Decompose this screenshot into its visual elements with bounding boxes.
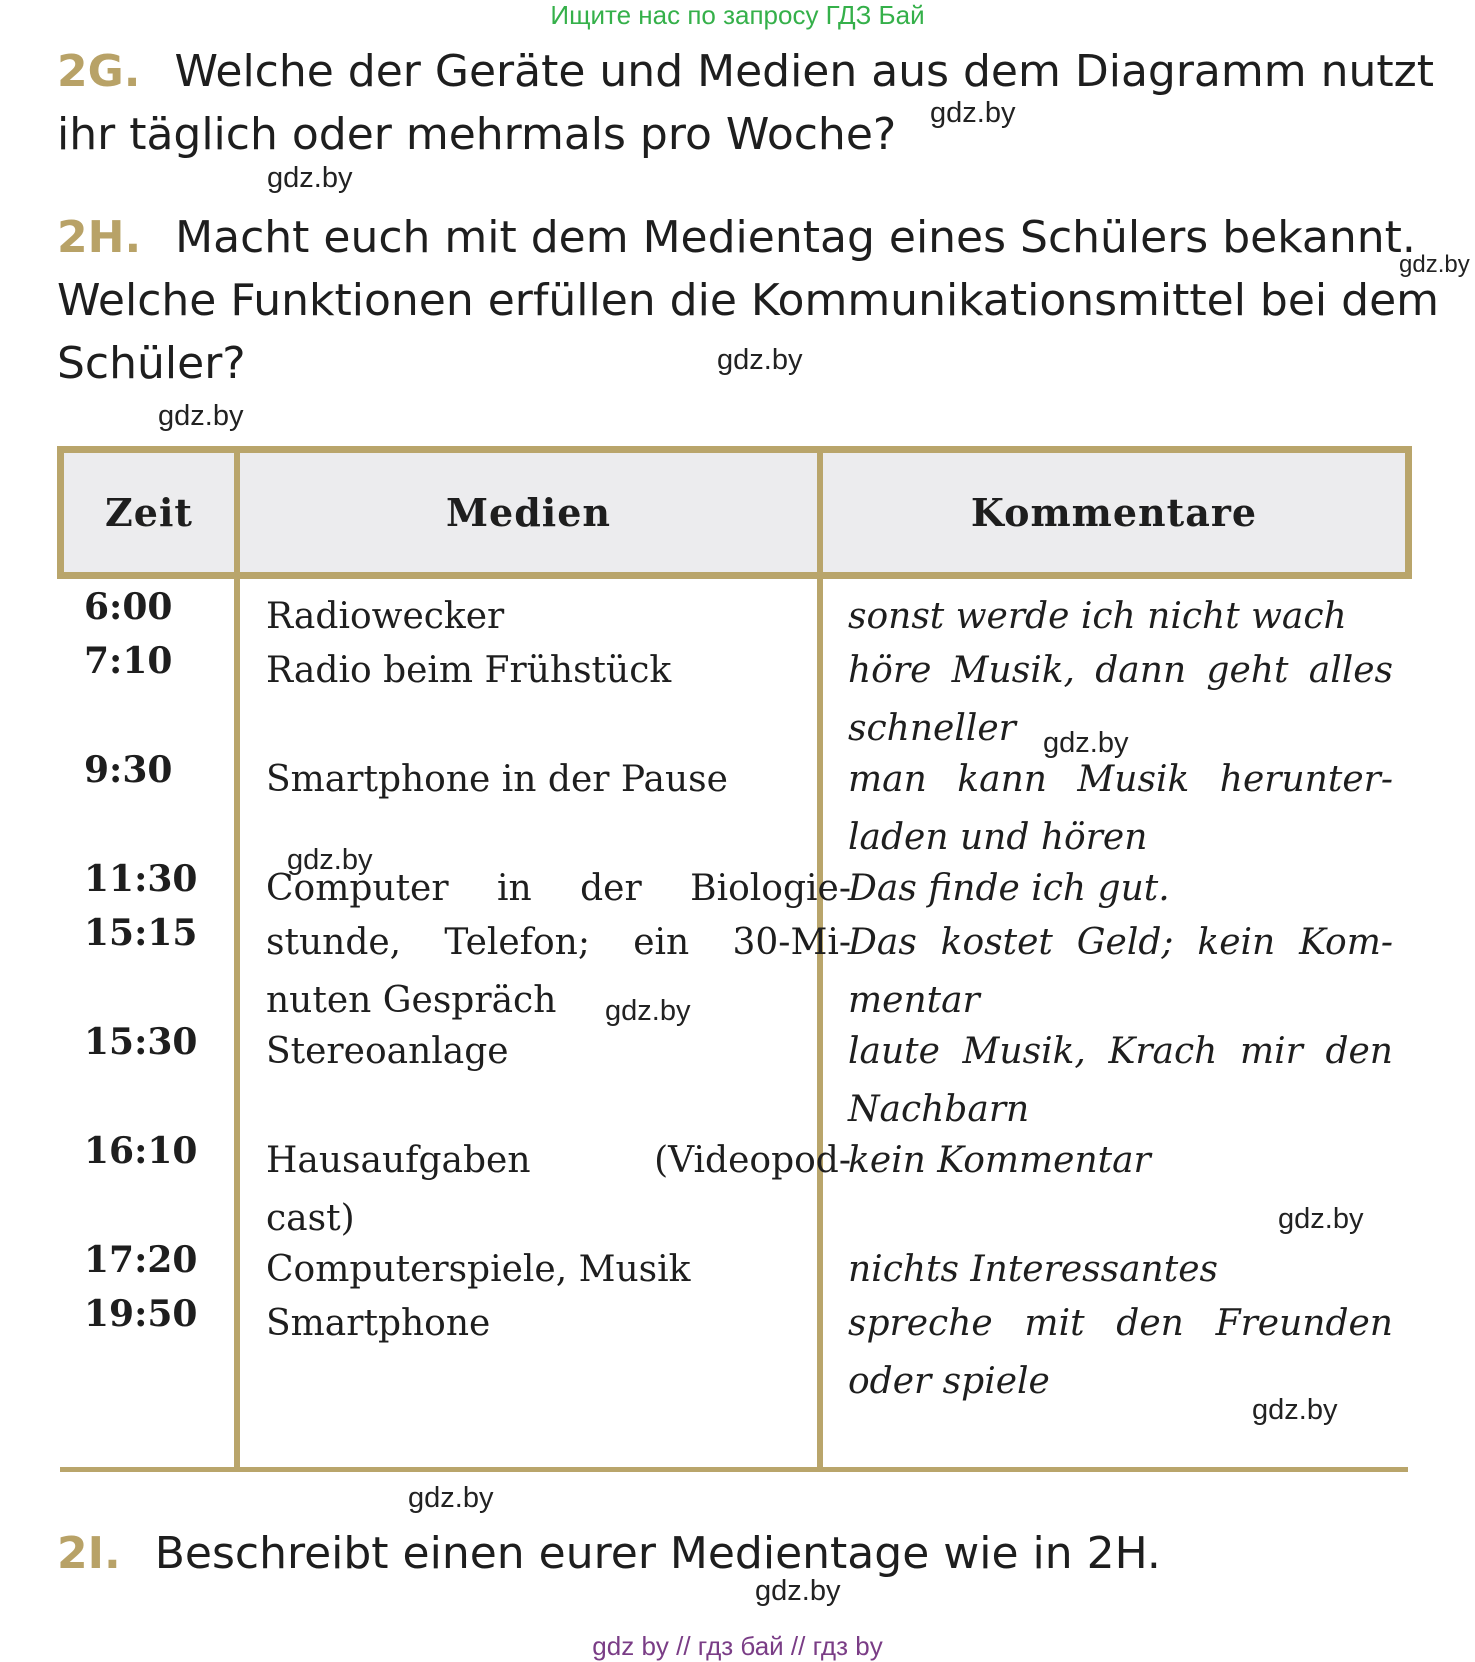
task-2h-line1: 2H. Macht euch mit dem Medientag eines Schülers bekannt. xyxy=(57,206,1447,269)
watermark: gdz.by xyxy=(1252,1394,1338,1426)
header-medien: Medien xyxy=(445,490,612,535)
medien-cell: Smartphone in der Pause xyxy=(266,759,728,800)
time-cell: 16:10 xyxy=(84,1130,198,1172)
medien-cell: Radio beim Frühstück xyxy=(266,650,672,691)
kommentar-cell: spreche mit den Freunden oder spiele xyxy=(848,1303,1393,1402)
watermark: gdz.by xyxy=(605,995,691,1027)
kommentar-cell: nichts Interessantes xyxy=(848,1249,1218,1290)
task-2g-line1: 2G. Welche der Geräte und Medien aus dem Diagramm nutzt xyxy=(57,40,1447,103)
time-cell: 15:30 xyxy=(84,1021,198,1063)
medien-cell: Stereoanlage xyxy=(266,1031,509,1072)
time-cell: 17:20 xyxy=(84,1239,198,1281)
watermark: gdz.by xyxy=(267,162,353,194)
time-cell: 19:50 xyxy=(84,1293,198,1335)
table-bottom-line xyxy=(60,1467,1408,1472)
watermark: gdz.by xyxy=(158,400,244,432)
top-banner[interactable]: Ищите нас по запросу ГДЗ Бай xyxy=(550,0,925,30)
medien-cell: Radiowecker xyxy=(266,596,505,637)
task-2h-line3: Schüler? xyxy=(57,338,246,389)
watermark: gdz.by xyxy=(717,344,803,376)
watermark: gdz.by xyxy=(930,97,1016,129)
task-2g-number: 2G. xyxy=(57,46,141,97)
time-cell: 15:15 xyxy=(84,912,198,954)
time-cell: 11:30 xyxy=(84,858,198,900)
kommentar-cell: man kann Musik herunter- laden und hören xyxy=(848,759,1393,858)
task-2g-line2: ihr täglich oder mehrmals pro Woche? xyxy=(57,109,897,160)
kommentar-cell: kein Kommentar xyxy=(848,1140,1151,1181)
watermark: gdz.by xyxy=(1043,727,1129,759)
medien-cell: Computer in der Biologie- xyxy=(266,868,851,909)
header-kommentare: Kommentare xyxy=(970,490,1258,535)
watermark: gdz.by xyxy=(1399,251,1470,278)
task-2h-number: 2H. xyxy=(57,212,142,263)
kommentar-cell: höre Musik, dann geht alles schneller xyxy=(848,650,1393,749)
time-cell: 6:00 xyxy=(84,586,173,628)
task-2i-text: Beschreibt einen eurer Medientage wie in 2H. xyxy=(154,1528,1161,1579)
watermark: gdz.by xyxy=(755,1575,841,1607)
kommentar-cell: laute Musik, Krach mir den Nachbarn xyxy=(848,1031,1393,1130)
column-divider-1 xyxy=(234,446,240,1469)
kommentar-cell: Das kostet Geld; kein Kom- mentar xyxy=(848,922,1393,1021)
task-2i-number: 2I. xyxy=(57,1528,121,1579)
medien-cell: Computerspiele, Musik xyxy=(266,1249,691,1290)
header-zeit: Zeit xyxy=(105,490,193,535)
watermark: gdz.by xyxy=(408,1482,494,1514)
media-day-table xyxy=(57,446,1412,1480)
task-2i xyxy=(57,1522,1447,1585)
watermark: gdz.by xyxy=(1278,1203,1364,1235)
task-2h-line2: Welche Funktionen erfüllen die Kommunikationsmittel bei dem xyxy=(57,275,1440,326)
kommentar-cell: sonst werde ich nicht wach xyxy=(848,596,1347,637)
footer-links[interactable]: gdz by // гдз бай // гдз by xyxy=(592,1631,883,1661)
time-cell: 9:30 xyxy=(84,749,173,791)
medien-cell: Hausaufgaben (Videopod- cast) xyxy=(266,1140,851,1239)
time-cell: 7:10 xyxy=(84,640,173,682)
watermark: gdz.by xyxy=(287,844,373,876)
task-2g xyxy=(57,40,1447,166)
kommentar-cell: Das finde ich gut. xyxy=(848,868,1170,909)
medien-cell: Smartphone xyxy=(266,1303,491,1344)
medien-cell: stunde, Telefon; ein 30-Mi- nuten Gespräch xyxy=(266,922,851,1021)
